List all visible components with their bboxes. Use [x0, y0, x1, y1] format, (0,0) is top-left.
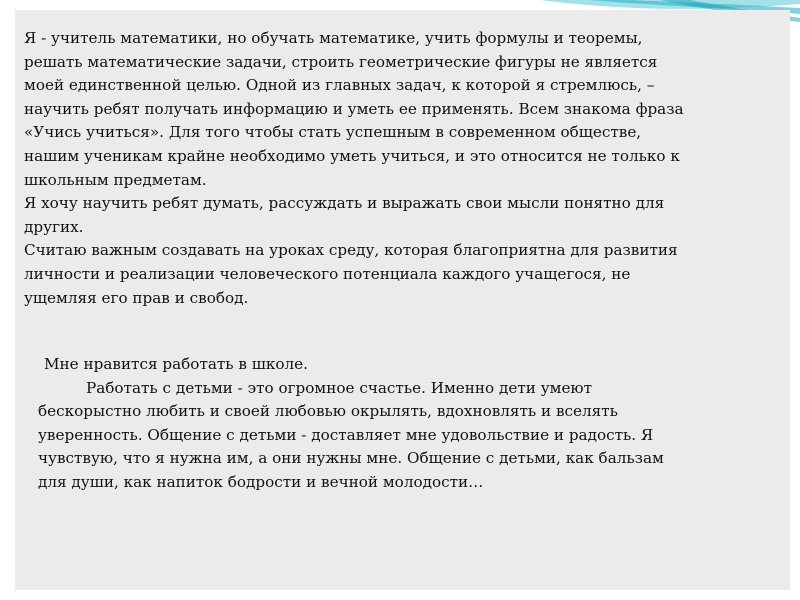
text-line: чувствую, что я нужна им, а они нужны мне. Общение с детьми, как бальзам [38, 449, 664, 468]
text-line: моей единственной целью. Одной из главных задач, к которой я стремлюсь, – [24, 76, 655, 95]
text-line: для души, как напиток бодрости и вечной молодости… [38, 472, 484, 491]
text-line: уверенность. Общение с детьми - доставляет мне удовольствие и радость. Я [38, 425, 654, 444]
text-line: нашим ученикам крайне необходимо уметь учиться, и это относится не только к [24, 146, 680, 165]
main-text-block [24, 27, 784, 310]
text-line: школьным предметам. [24, 170, 207, 189]
text-line: Считаю важным создавать на уроках среду, которая благоприятна для развития [24, 241, 678, 260]
text-line: Я хочу научить ребят думать, рассуждать и выражать свои мысли понятно для [24, 194, 665, 213]
text-line: ущемляя его прав и свобод. [24, 288, 249, 307]
text-line: Я - учитель математики, но обучать математике, учить формулы и теоремы, [24, 29, 643, 47]
text-line: научить ребят получать информацию и уметь ее применять. Всем знакома фраза [24, 99, 684, 118]
text-line: бескорыстно любить и своей любовью окрылять, вдохновлять и вселять [38, 402, 618, 421]
content-area [15, 10, 790, 590]
text-line: личности и реализации человеческого потенциала каждого учащегося, не [24, 264, 631, 283]
secondary-text-block [38, 353, 773, 495]
text-line: Работать с детьми - это огромное счастье. Именно дети умеют [86, 378, 593, 397]
text-line: решать математические задачи, строить геометрические фигуры не является [24, 52, 658, 71]
text-line: других. [24, 217, 84, 236]
text-line: Мне нравится работать в школе. [44, 355, 308, 373]
text-line: «Учись учиться». Для того чтобы стать успешным в современном обществе, [24, 123, 642, 142]
